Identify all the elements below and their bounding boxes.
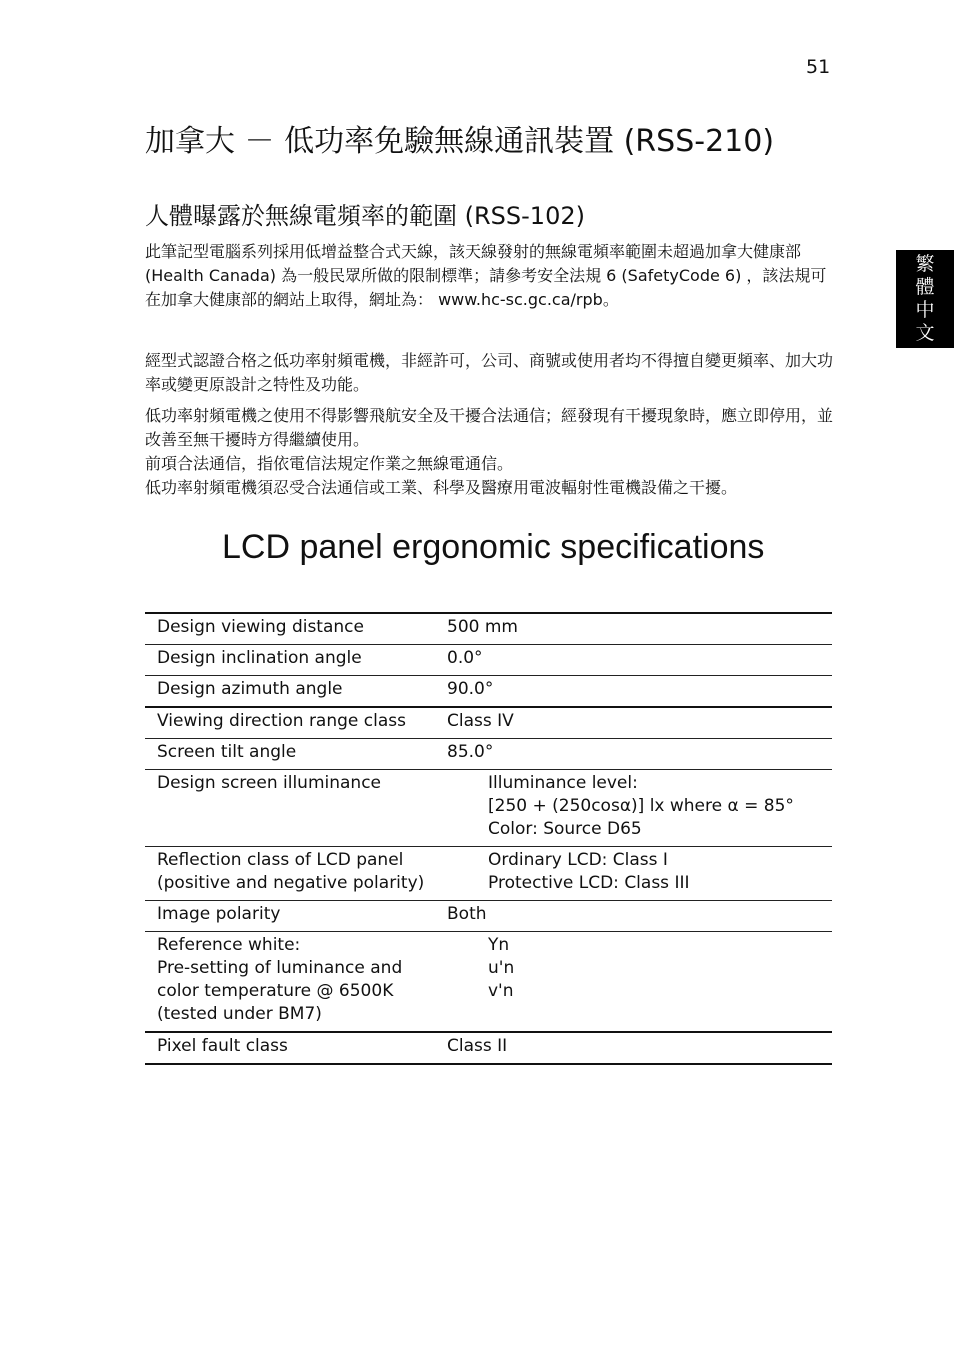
value-text: Both — [447, 904, 487, 924]
param-cell — [145, 1032, 447, 1064]
paragraph-text: 經型式認證合格之低功率射頻電機，非經許可，公司、商號或使用者均不得擅自變更頻率、加大功率或變更原設計之特性及功能。 — [145, 351, 834, 394]
table-row — [145, 739, 832, 770]
table-row — [145, 676, 832, 708]
value-cell — [447, 739, 832, 770]
language-tab-char: 繁 — [915, 253, 935, 275]
value-text: 500 mm — [447, 617, 518, 637]
paragraph-certification — [145, 349, 835, 397]
value-text: Illuminance level: — [488, 773, 638, 793]
param-text: Design viewing distance — [157, 617, 364, 637]
param-text: Image polarity — [157, 904, 281, 924]
param-cell — [145, 645, 447, 676]
paragraph-text: 低功率射頻電機須忍受合法通信或工業、科學及醫療用電波輻射性電機設備之干擾。 — [145, 478, 738, 497]
value-cell — [447, 707, 832, 739]
value-text: 90.0° — [447, 679, 494, 699]
value-text: Color: Source D65 — [488, 819, 642, 839]
param-cell — [145, 770, 447, 847]
value-text: Class II — [447, 1036, 508, 1056]
value-cell — [447, 770, 832, 847]
param-cell — [145, 901, 447, 932]
table-row — [145, 1032, 832, 1064]
param-text: color temperature @ 6500K — [157, 981, 394, 1001]
value-text: 0.0° — [447, 648, 483, 668]
param-cell — [145, 676, 447, 708]
value-cell — [447, 676, 832, 708]
value-cell — [447, 645, 832, 676]
table-row — [145, 932, 832, 1033]
param-text: Pre-setting of luminance and — [157, 958, 403, 978]
value-text: Protective LCD: Class III — [488, 873, 690, 893]
param-text: Screen tilt angle — [157, 742, 297, 762]
lcd-spec-title: LCD panel ergonomic specifications — [222, 528, 765, 566]
value-cell — [447, 1032, 832, 1064]
paragraph-text: 此筆記型電腦系列採用低增益整合式天線，該天線發射的無線電頻率範圍未超過加拿大健康部 (Health Canada) 為一般民眾所做的限制標準；請參考安全法規 6 (SafetyCode 6) ，該法規可在加拿大健康部的網站上取得，網址為： www.hc-sc.gc.ca/rpb。 — [145, 242, 827, 309]
value-cell — [447, 847, 832, 901]
param-text: Pixel fault class — [157, 1036, 288, 1056]
page-number: 51 — [806, 56, 831, 78]
section-title: 加拿大 － 低功率免驗無線通訊裝置 (RSS-210) — [145, 124, 775, 159]
table-row — [145, 613, 832, 645]
table-row — [145, 770, 832, 847]
param-cell — [145, 932, 447, 1033]
param-text: (tested under BM7) — [157, 1004, 322, 1024]
table-row — [145, 901, 832, 932]
value-text: v'n — [488, 981, 514, 1001]
paragraph-interference — [145, 404, 835, 500]
paragraph-text: 低功率射頻電機之使用不得影響飛航安全及干擾合法通信；經發現有干擾現象時，應立即停用，並改善至無干擾時方得繼續使用。 — [145, 406, 834, 449]
language-tab-char: 體 — [915, 276, 935, 298]
table-row — [145, 847, 832, 901]
param-text: Viewing direction range class — [157, 711, 406, 731]
param-cell — [145, 847, 447, 901]
lcd-spec-table — [145, 612, 832, 1065]
param-cell — [145, 739, 447, 770]
subsection-title: 人體曝露於無線電頻率的範圍 (RSS-102) — [145, 202, 585, 230]
paragraph-antenna — [145, 240, 835, 312]
value-text: Yn — [488, 935, 510, 955]
table-row — [145, 645, 832, 676]
param-text: Design azimuth angle — [157, 679, 343, 699]
value-cell — [447, 613, 832, 645]
language-tab — [896, 250, 954, 348]
value-cell — [447, 932, 832, 1033]
param-cell — [145, 707, 447, 739]
language-tab-char: 中 — [915, 299, 935, 321]
table-row — [145, 707, 832, 739]
param-text: Design inclination angle — [157, 648, 362, 668]
value-text: Class IV — [447, 711, 514, 731]
value-text: 85.0° — [447, 742, 494, 762]
value-cell — [447, 901, 832, 932]
param-cell — [145, 613, 447, 645]
param-text: Reference white: — [157, 935, 301, 955]
param-text: Reflection class of LCD panel — [157, 850, 404, 870]
paragraph-text: 前項合法通信，指依電信法規定作業之無線電通信。 — [145, 454, 514, 473]
value-text: [250 + (250cosα)] lx where α = 85° — [488, 796, 794, 816]
value-text: u'n — [488, 958, 515, 978]
param-text: (positive and negative polarity) — [157, 873, 425, 893]
param-text: Design screen illuminance — [157, 773, 382, 793]
language-tab-char: 文 — [915, 322, 935, 344]
value-text: Ordinary LCD: Class I — [488, 850, 668, 870]
